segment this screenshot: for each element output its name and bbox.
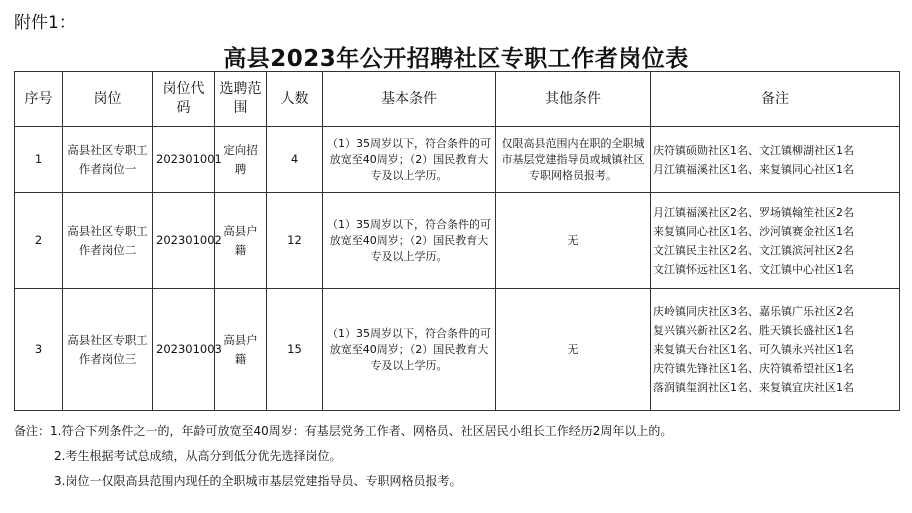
remark-line: 月江镇福溪社区1名、来复镇同心社区1名 (653, 162, 854, 176)
job-positions-table (14, 71, 900, 411)
cell-scope: 高县户籍 (215, 289, 267, 411)
cell-remarks (651, 127, 900, 193)
cell-code: 202301003 (153, 289, 215, 411)
cell-no: 1 (15, 127, 63, 193)
remark-line: 月江镇福溪社区2名、罗场镇翰笙社区2名 (653, 205, 854, 219)
cell-count: 15 (267, 289, 323, 411)
page-title: 高县2023年公开招聘社区专职工作者岗位表 (223, 46, 689, 72)
cell-basic: （1）35周岁以下，符合条件的可放宽至40周岁；（2）国民教育大专及以上学历。 (323, 127, 496, 193)
header-basic: 基本条件 (323, 72, 496, 127)
cell-post: 高县社区专职工作者岗位二 (63, 193, 153, 289)
remark-line: 庆符镇先锋社区1名、庆符镇希望社区1名 (653, 362, 854, 375)
remark-line: 来复镇天台社区1名、可久镇永兴社区1名 (653, 343, 854, 356)
header-count: 人数 (267, 72, 323, 127)
note-item: 3.岗位一仅限高县范围内现任的全职城市基层党建指导员、专职网格员报考。 (54, 474, 462, 488)
header-code: 岗位代码 (153, 72, 215, 127)
header-scope: 选聘范围 (215, 72, 267, 127)
header-row (15, 72, 900, 127)
remark-line: 庆岭镇同庆社区3名、嘉乐镇广乐社区2名 (653, 305, 854, 318)
table-row (15, 193, 900, 289)
cell-code: 202301001 (153, 127, 215, 193)
header-remarks: 备注 (651, 72, 900, 127)
header-other: 其他条件 (496, 72, 651, 127)
cell-scope: 高县户籍 (215, 193, 267, 289)
cell-scope: 定向招聘 (215, 127, 267, 193)
cell-basic: （1）35周岁以下，符合条件的可放宽至40周岁；（2）国民教育大专及以上学历。 (323, 289, 496, 411)
cell-other: 无 (496, 193, 651, 289)
cell-post: 高县社区专职工作者岗位三 (63, 289, 153, 411)
remark-line: 复兴镇兴新社区2名、胜天镇长盛社区1名 (653, 324, 854, 337)
cell-code: 202301002 (153, 193, 215, 289)
remark-line: 庆符镇硕勋社区1名、文江镇柳湖社区1名 (653, 143, 854, 157)
remark-line: 来复镇同心社区1名、沙河镇赛金社区1名 (653, 224, 854, 238)
cell-no: 2 (15, 193, 63, 289)
attachment-label: 附件1： (14, 13, 76, 33)
note-item: 备注：1.符合下列条件之一的，年龄可放宽至40周岁：有基层党务工作者、网格员、社区居民小组长工作经历2周年以上的。 (14, 424, 673, 438)
cell-no: 3 (15, 289, 63, 411)
remark-line: 文江镇民主社区2名、文江镇滨河社区2名 (653, 243, 854, 257)
cell-count: 12 (267, 193, 323, 289)
cell-basic: （1）35周岁以下，符合条件的可放宽至40周岁；（2）国民教育大专及以上学历。 (323, 193, 496, 289)
table-row (15, 127, 900, 193)
cell-other: 无 (496, 289, 651, 411)
remark-line: 落润镇玺润社区1名、来复镇宜庆社区1名 (653, 381, 854, 394)
remark-line: 文江镇怀远社区1名、文江镇中心社区1名 (653, 262, 854, 276)
header-post: 岗位 (63, 72, 153, 127)
header-no: 序号 (15, 72, 63, 127)
cell-post: 高县社区专职工作者岗位一 (63, 127, 153, 193)
note-item: 2.考生根据考试总成绩，从高分到低分优先选择岗位。 (54, 449, 342, 463)
cell-remarks (651, 193, 900, 289)
cell-other: 仅限高县范围内在职的全职城市基层党建指导员或城镇社区专职网格员报考。 (496, 127, 651, 193)
cell-count: 4 (267, 127, 323, 193)
notes-section (14, 420, 672, 495)
cell-remarks (651, 289, 900, 411)
table-row (15, 289, 900, 411)
